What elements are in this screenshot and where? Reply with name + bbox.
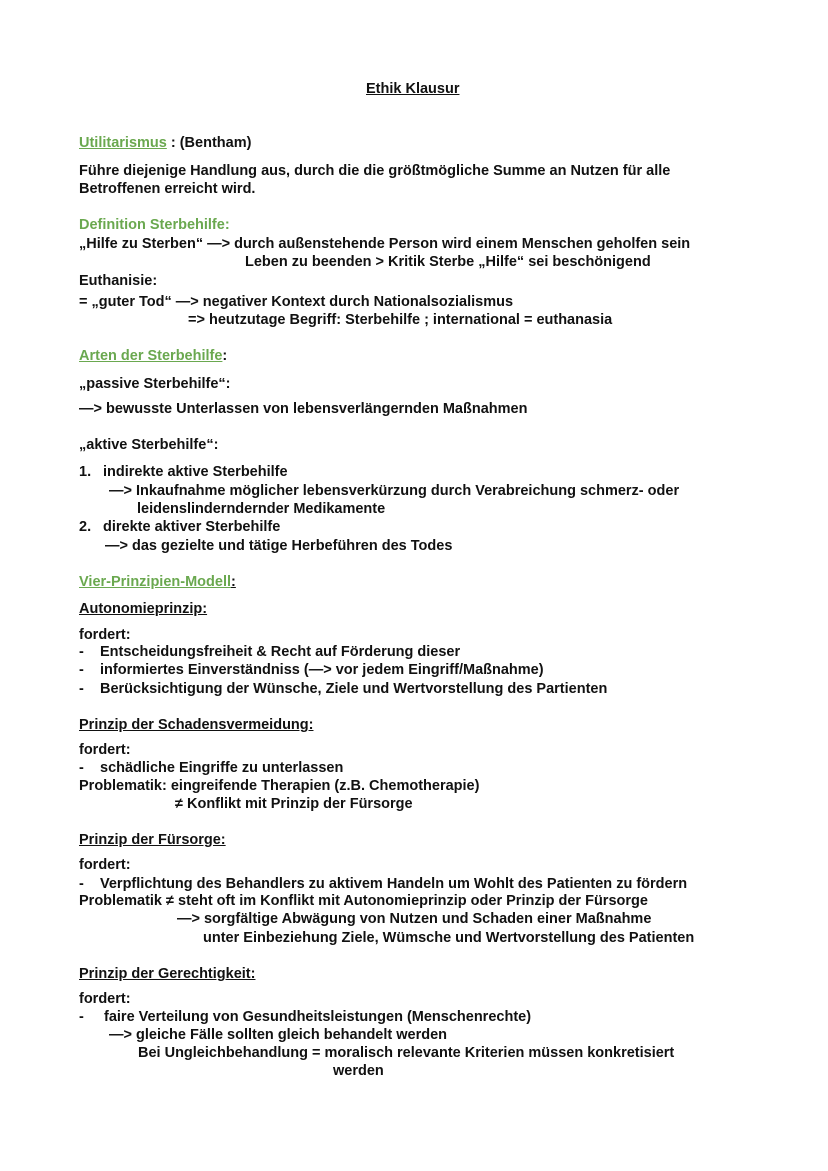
- aktive-label: „aktive Sterbehilfe“:: [79, 437, 219, 453]
- aktive-item-2-text: direkte aktiver Sterbehilfe: [103, 519, 281, 535]
- gerechtigkeit-item-text: faire Verteilung von Gesundheitsleistungen (Menschenrechte): [104, 1009, 532, 1025]
- aktive-item-2: [79, 518, 280, 536]
- bullet-dash: -: [79, 876, 84, 892]
- bullet-dash: -: [79, 681, 84, 697]
- autonomie-heading: Autonomieprinzip:: [79, 601, 208, 617]
- utilitarismus-heading-line: [79, 134, 251, 152]
- document-title: Ethik Klausur: [366, 81, 460, 97]
- definition-line-1: „Hilfe zu Sterben“ —> durch außenstehende Person wird einem Menschen geholfen sein: [79, 236, 691, 252]
- bullet-dash: -: [79, 760, 84, 776]
- schaden-problem: Problematik: eingreifende Therapien (z.B. Chemotherapie): [79, 778, 480, 794]
- aktive-item-2-number: 2.: [79, 519, 92, 535]
- autonomie-fordert: fordert:: [79, 627, 131, 643]
- fuersorge-line-2: unter Einbeziehung Ziele, Wümsche und Wertvorstellung des Patienten: [203, 930, 695, 946]
- gerechtigkeit-line-1: —> gleiche Fälle sollten gleich behandelt werden: [109, 1027, 448, 1043]
- gerechtigkeit-line-2: Bei Ungleichbehandlung = moralisch relevante Kriterien müssen konkretisiert: [138, 1045, 675, 1061]
- utilitarismus-heading: Utilitarismus: [79, 135, 167, 151]
- schaden-fordert: fordert:: [79, 742, 131, 758]
- gerechtigkeit-item: [79, 1008, 531, 1026]
- arten-heading-line: [79, 347, 227, 365]
- autonomie-item-1-text: Entscheidungsfreiheit & Recht auf Förderung dieser: [100, 644, 461, 660]
- aktive-item-1-sub-2: leidenslinderndernder Medikamente: [137, 501, 386, 517]
- passive-label: „passive Sterbehilfe“:: [79, 376, 231, 392]
- fuersorge-item: [79, 875, 687, 893]
- autonomie-item-1: [79, 643, 460, 661]
- fuersorge-line-1: —> sorgfältige Abwägung von Nutzen und Schaden einer Maßnahme: [177, 911, 652, 927]
- definition-line-3: Euthanisie:: [79, 273, 158, 289]
- definition-heading: Definition Sterbehilfe:: [79, 217, 230, 233]
- bullet-dash: -: [79, 662, 84, 678]
- gerechtigkeit-fordert: fordert:: [79, 991, 131, 1007]
- aktive-item-1-number: 1.: [79, 464, 92, 480]
- schaden-item-text: schädliche Eingriffe zu unterlassen: [100, 760, 344, 776]
- gerechtigkeit-heading: Prinzip der Gerechtigkeit:: [79, 966, 256, 982]
- fuersorge-item-text: Verpflichtung des Behandlers zu aktivem Handeln um Wohlt des Patienten zu fördern: [100, 876, 688, 892]
- vier-heading: Vier-Prinzipien-Modell: [79, 574, 232, 590]
- utilitarismus-author: : (Bentham): [166, 135, 252, 151]
- aktive-item-2-sub-1: —> das gezielte und tätige Herbeführen des Todes: [105, 538, 453, 554]
- aktive-item-1: [79, 463, 288, 481]
- autonomie-item-3-text: Berücksichtigung der Wünsche, Ziele und Wertvorstellung des Partienten: [100, 681, 608, 697]
- arten-heading-colon: :: [222, 348, 228, 364]
- aktive-item-1-sub-1: —> Inkaufnahme möglicher lebensverkürzung durch Verabreichung schmerz- oder: [109, 483, 680, 499]
- autonomie-item-3: [79, 680, 607, 698]
- arten-heading: Arten der Sterbehilfe: [79, 348, 223, 364]
- fuersorge-heading: Prinzip der Fürsorge:: [79, 832, 226, 848]
- gerechtigkeit-line-3: werden: [333, 1063, 384, 1079]
- bullet-dash: -: [79, 1009, 84, 1025]
- definition-line-5: => heutzutage Begriff: Sterbehilfe ; international = euthanasia: [188, 312, 613, 328]
- utilitarismus-body-line-2: Betroffenen erreicht wird.: [79, 181, 256, 197]
- fuersorge-fordert: fordert:: [79, 857, 131, 873]
- bullet-dash: -: [79, 644, 84, 660]
- autonomie-item-2-text: informiertes Einverständniss (—> vor jedem Eingriff/Maßnahme): [100, 662, 544, 678]
- vier-heading-line: [79, 573, 236, 591]
- vier-heading-colon: :: [231, 574, 236, 590]
- definition-line-2: Leben zu beenden > Kritik Sterbe „Hilfe“ sei beschönigend: [245, 254, 651, 270]
- schaden-item: [79, 759, 343, 777]
- schaden-konflikt: ≠ Konflikt mit Prinzip der Fürsorge: [175, 796, 413, 812]
- utilitarismus-body-line-1: Führe diejenige Handlung aus, durch die die größtmögliche Summe an Nutzen für alle: [79, 163, 671, 179]
- fuersorge-problem: Problematik ≠ steht oft im Konflikt mit Autonomieprinzip oder Prinzip der Fürsorge: [79, 893, 648, 909]
- passive-text: —> bewusste Unterlassen von lebensverlängernden Maßnahmen: [79, 401, 528, 417]
- schaden-heading: Prinzip der Schadensvermeidung:: [79, 717, 314, 733]
- aktive-item-1-text: indirekte aktive Sterbehilfe: [103, 464, 288, 480]
- autonomie-item-2: [79, 661, 544, 679]
- definition-line-4: = „guter Tod“ —> negativer Kontext durch Nationalsozialismus: [79, 294, 514, 310]
